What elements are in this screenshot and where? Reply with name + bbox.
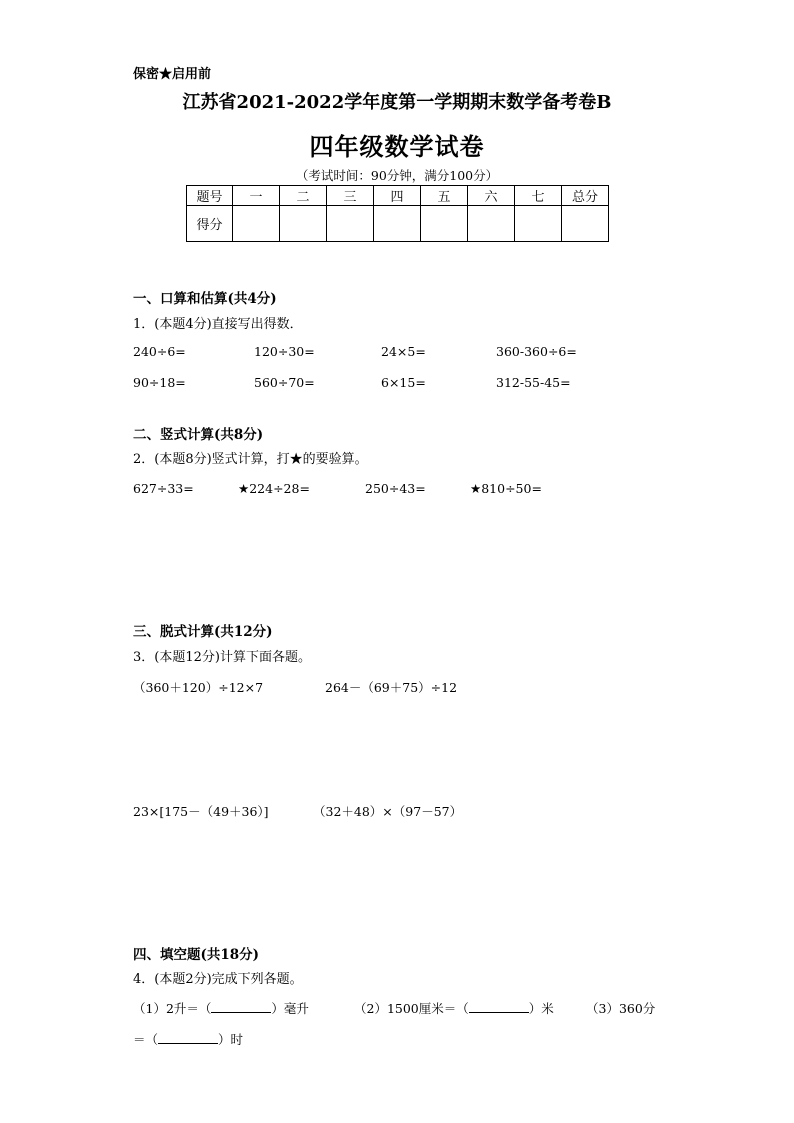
score-input-cell[interactable] — [468, 206, 515, 242]
math-item: 360-360÷6= — [496, 344, 577, 359]
score-input-cell[interactable] — [421, 206, 468, 242]
score-table-cell: 一 — [233, 186, 280, 206]
score-table-cell: 七 — [515, 186, 562, 206]
question-prompt: 1．(本题4分)直接写出得数． — [133, 317, 303, 332]
question-prompt: 4．(本题2分)完成下列各题。 — [133, 972, 303, 987]
math-item: 560÷70= — [254, 375, 315, 390]
score-table — [186, 185, 609, 242]
score-table-cell: 总分 — [562, 186, 609, 206]
math-item: 240÷6= — [133, 344, 186, 359]
section-heading: 一、口算和估算(共4分) — [133, 291, 277, 307]
question-prompt: 3．(本题12分)计算下面各题。 — [133, 650, 311, 665]
section-heading: 三、脱式计算(共12分) — [133, 624, 273, 640]
fill-blank-line — [133, 999, 309, 1017]
math-item: 120÷30= — [254, 344, 315, 359]
score-input-cell[interactable] — [374, 206, 421, 242]
exam-title: 四年级数学试卷 — [309, 132, 485, 161]
score-input-cell[interactable] — [562, 206, 609, 242]
fill-blank-text: ）时 — [218, 1032, 244, 1047]
math-item: 312-55-45= — [496, 375, 571, 390]
section-heading: 二、竖式计算(共8分) — [133, 427, 264, 443]
score-input-cell[interactable] — [515, 206, 562, 242]
score-table-cell: 六 — [468, 186, 515, 206]
score-table-header-row — [187, 186, 609, 206]
score-input-cell[interactable] — [280, 206, 327, 242]
score-table-cell: 得分 — [187, 206, 233, 242]
answer-blank[interactable] — [158, 1031, 218, 1044]
answer-blank[interactable] — [211, 1000, 271, 1013]
fill-blank-text: （2）1500厘米＝（ — [354, 1001, 469, 1016]
exam-subtitle: 江苏省2021-2022学年度第一学期期末数学备考卷B — [182, 92, 612, 113]
exam-info: （考试时间：90分钟，满分100分） — [295, 168, 499, 183]
fill-blank-text: （1）2升＝（ — [133, 1001, 212, 1016]
math-item: ★224÷28= — [238, 481, 310, 496]
score-table-cell: 四 — [374, 186, 421, 206]
section-heading: 四、填空题(共18分) — [133, 947, 260, 963]
math-item: （360＋120）÷12×7 — [133, 680, 264, 695]
fill-blank-text: ＝（ — [133, 1032, 159, 1047]
fill-blank-text: ）米 — [528, 1001, 554, 1016]
math-item: ★810÷50= — [470, 481, 542, 496]
fill-blank-text: ）毫升 — [271, 1001, 309, 1016]
math-item: 250÷43= — [365, 481, 426, 496]
fill-blank-line — [133, 1030, 243, 1048]
score-table-score-row — [187, 206, 609, 242]
score-table-cell: 三 — [327, 186, 374, 206]
fill-blank-line — [354, 999, 554, 1017]
math-item: 24×5= — [381, 344, 426, 359]
score-table-cell: 二 — [280, 186, 327, 206]
fill-blank-text: （3）360分 — [586, 1001, 656, 1016]
math-item: 264－（69＋75）÷12 — [325, 680, 458, 695]
math-item: 6×15= — [381, 375, 426, 390]
score-input-cell[interactable] — [327, 206, 374, 242]
math-item: 90÷18= — [133, 375, 186, 390]
score-table-cell: 五 — [421, 186, 468, 206]
math-item: 627÷33= — [133, 481, 194, 496]
math-item: 23×[175－（49＋36）] — [133, 804, 269, 819]
confidential-label: 保密★启用前 — [133, 67, 212, 82]
answer-blank[interactable] — [469, 1000, 529, 1013]
score-input-cell[interactable] — [233, 206, 280, 242]
question-prompt: 2．(本题8分)竖式计算，打★的要验算。 — [133, 452, 368, 467]
math-item: （32＋48）×（97－57） — [313, 804, 463, 819]
score-table-cell: 题号 — [187, 186, 233, 206]
